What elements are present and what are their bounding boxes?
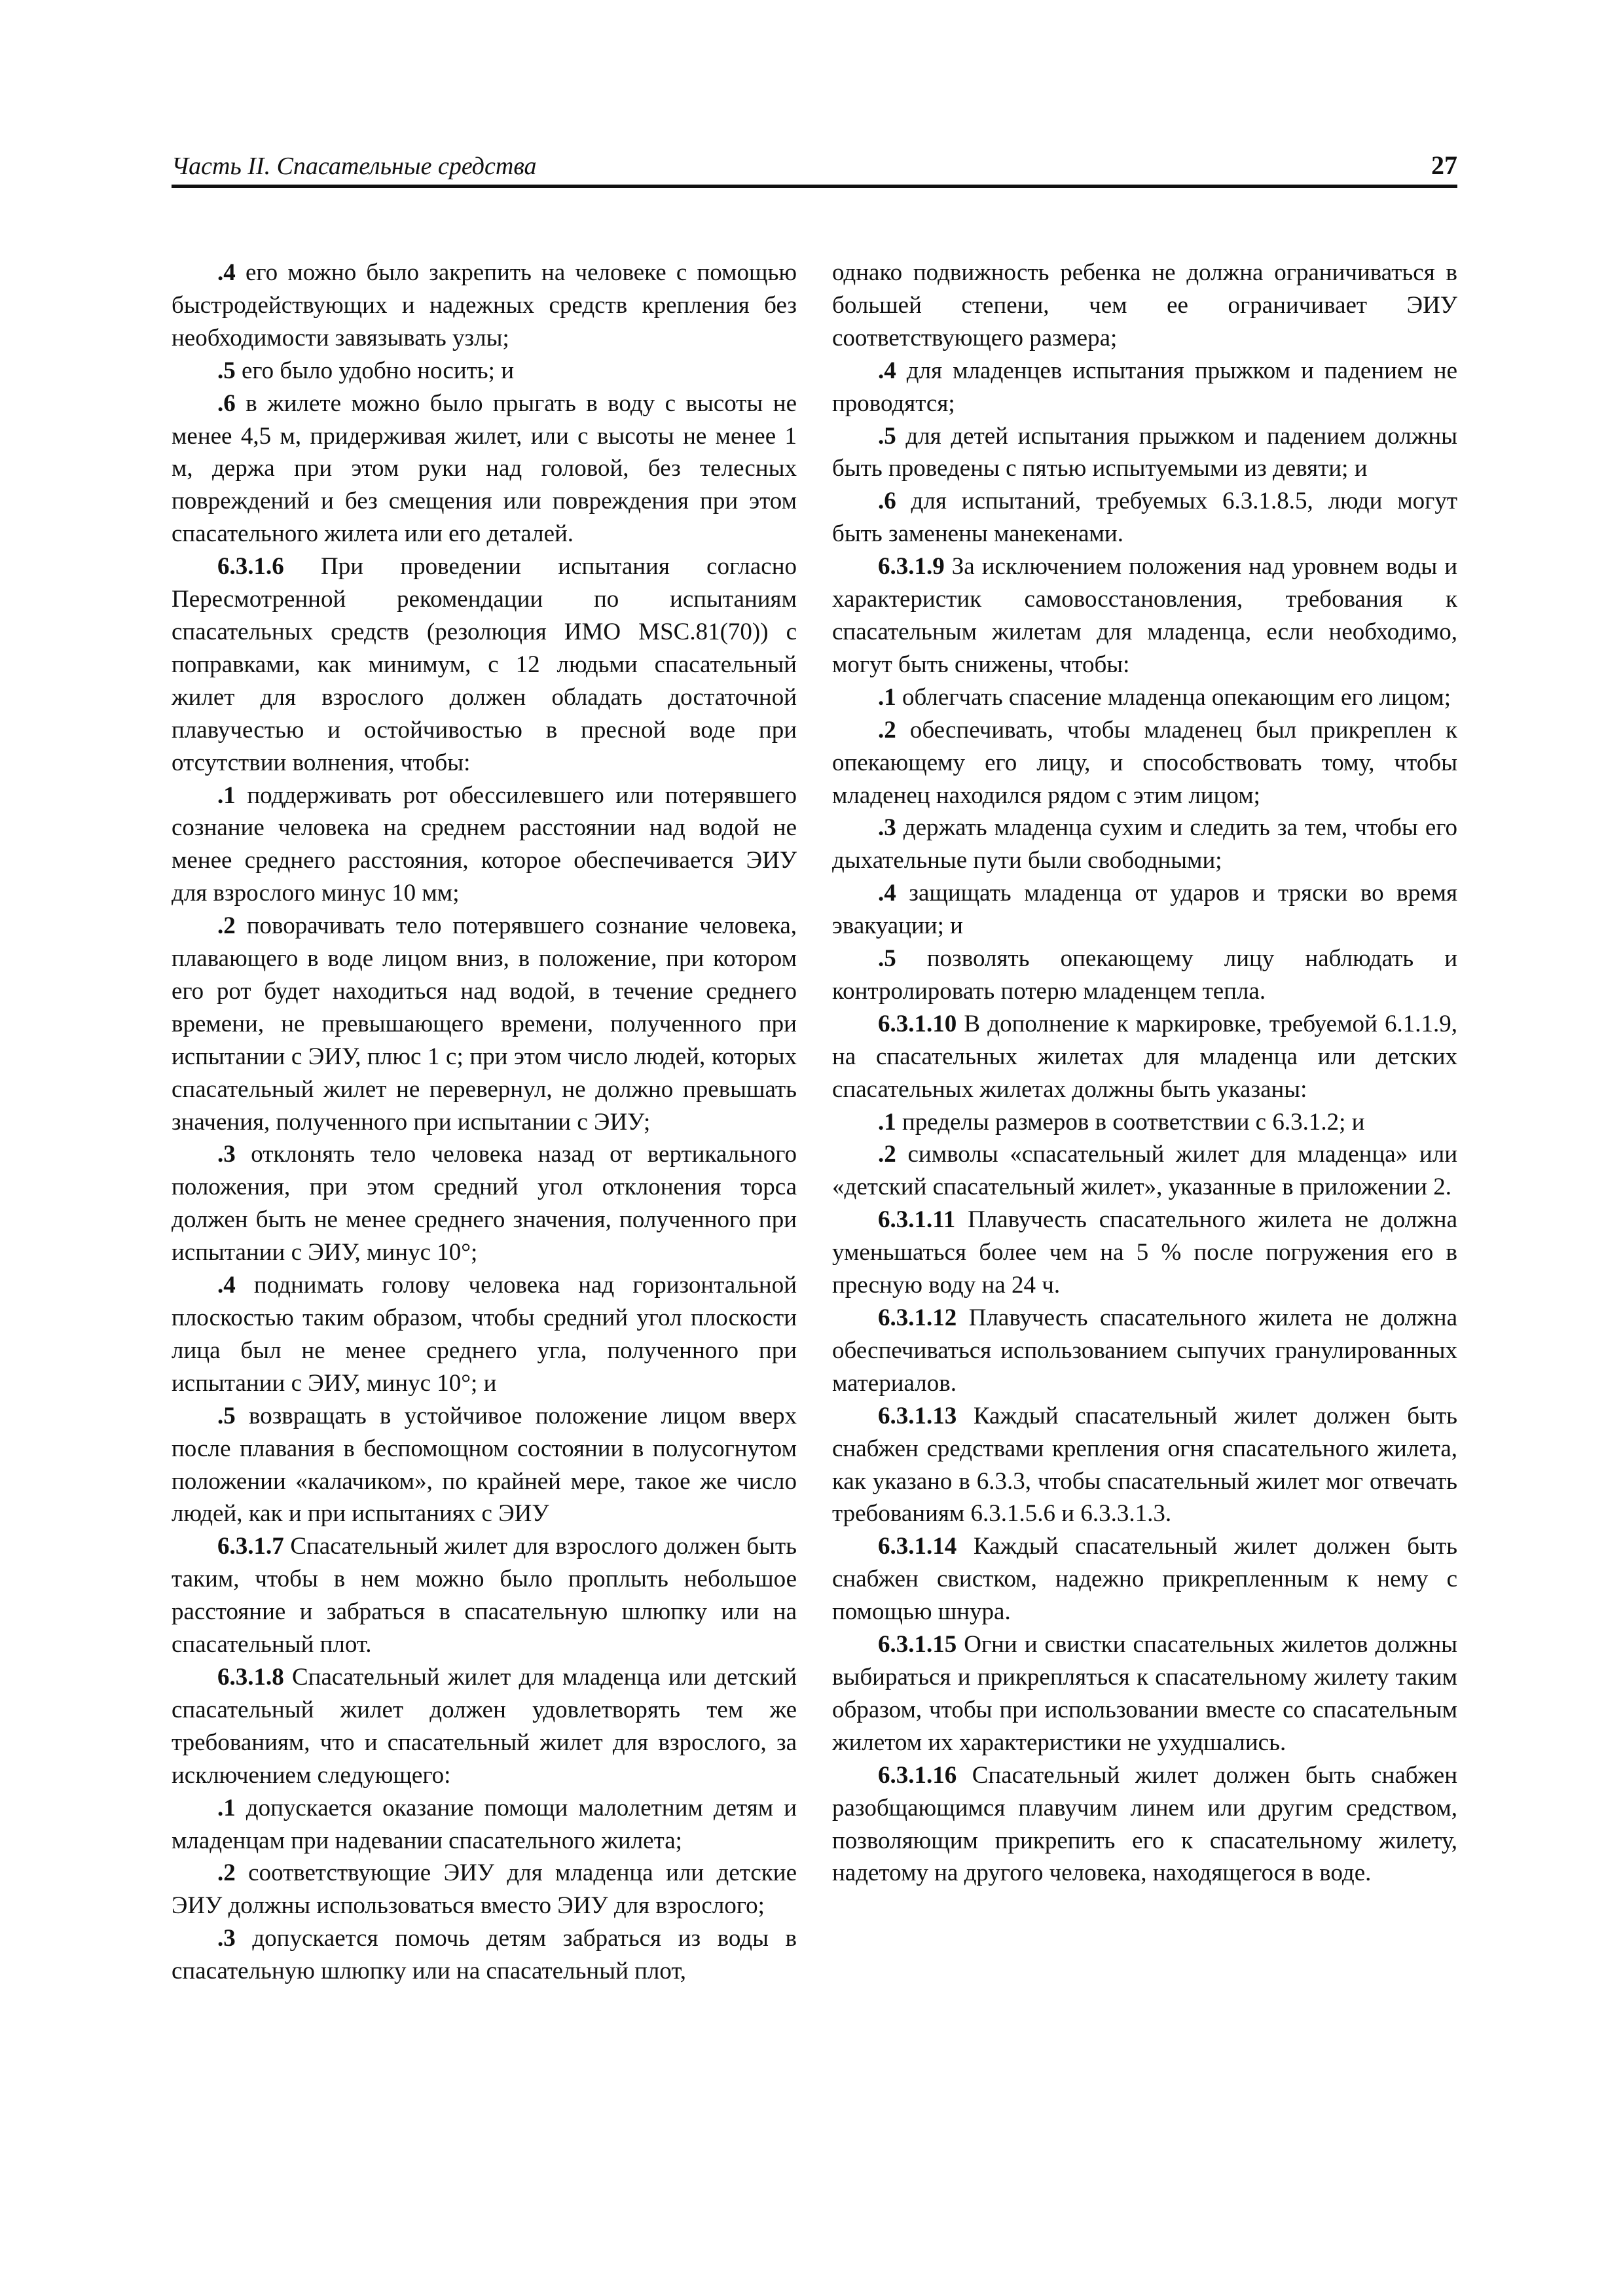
paragraph-number: .1 bbox=[217, 1794, 236, 1821]
page-number: 27 bbox=[1431, 151, 1457, 180]
paragraph-number: 6.3.1.12 bbox=[878, 1304, 957, 1331]
paragraph-number: .4 bbox=[878, 880, 896, 907]
list-item bbox=[832, 877, 1457, 942]
list-item bbox=[172, 910, 797, 1138]
paragraph-number: .1 bbox=[878, 683, 896, 711]
clause-paragraph bbox=[832, 1759, 1457, 1890]
paragraph-number: 6.3.1.10 bbox=[878, 1010, 957, 1037]
clause-paragraph bbox=[832, 1530, 1457, 1628]
paragraph-number: 6.3.1.14 bbox=[878, 1533, 957, 1560]
clause-paragraph bbox=[172, 1530, 797, 1661]
paragraph-text: пределы размеров в соответствии с 6.3.1.2; и bbox=[896, 1108, 1365, 1136]
paragraph-number: .1 bbox=[878, 1108, 896, 1136]
paragraph-number: 6.3.1.9 bbox=[878, 553, 945, 581]
paragraph-number: .5 bbox=[217, 1402, 236, 1429]
paragraph-text: Плавучесть спасательного жилета не должна уменьшаться более чем на 5 % после погружения его в пресную воду на 24 ч. bbox=[832, 1206, 1457, 1299]
list-item bbox=[832, 1106, 1457, 1139]
paragraph-number: .6 bbox=[217, 389, 236, 417]
paragraph-number: .4 bbox=[217, 259, 236, 286]
list-item bbox=[172, 1922, 797, 1988]
paragraph-number: .2 bbox=[217, 1859, 236, 1887]
clause-paragraph bbox=[172, 550, 797, 779]
paragraph-text: Каждый спасательный жилет должен быть снабжен средствами крепления огня спасательного жилета, как указано в 6.3.3, чтобы спасательный жилет мог отвечать требованиям 6.3.1.5.6 и 6.3.3.1.3. bbox=[832, 1402, 1457, 1528]
paragraph-text: для испытаний, требуемых 6.3.1.8.5, люди могут быть заменены манекенами. bbox=[832, 488, 1457, 548]
paragraph-text: для младенцев испытания прыжком и падением не проводятся; bbox=[832, 357, 1457, 417]
paragraph-number: .4 bbox=[217, 1272, 236, 1299]
paragraph-text: При проведении испытания согласно Пересмотренной рекомендации по испытаниям спасательных средств (резолюция ИМО MSC.81(70)) с поправками, как минимум, с 12 людьми спасательный жилет для взрослого должен обладать достаточной плавучестью и остойчивостью в пресной воде при отсутствии волнения, чтобы: bbox=[172, 553, 797, 776]
paragraph-text: соответствующие ЭИУ для младенца или детские ЭИУ должны использоваться вместо ЭИУ для взрослого; bbox=[172, 1859, 797, 1920]
paragraph-number: .5 bbox=[217, 357, 236, 384]
paragraph-text: допускается оказание помощи малолетним детям и младенцам при надевании спасательного жилета; bbox=[172, 1794, 797, 1854]
list-item bbox=[172, 1792, 797, 1857]
paragraph-text: однако подвижность ребенка не должна ограничиваться в большей степени, чем ее ограничивает ЭИУ соответствующего размера; bbox=[832, 259, 1457, 351]
list-item bbox=[172, 355, 797, 387]
paragraph-text: обеспечивать, чтобы младенец был прикреплен к опекающему его лицу, и способствовать тому, чтобы младенец находился рядом с этим лицом; bbox=[832, 716, 1457, 809]
list-item bbox=[832, 485, 1457, 550]
paragraph-number: 6.3.1.13 bbox=[878, 1402, 957, 1429]
header-title: Часть II. Спасательные средства bbox=[172, 152, 537, 180]
paragraph-text: Каждый спасательный жилет должен быть снабжен свистком, надежно прикрепленным к нему с помощью шнура. bbox=[832, 1533, 1457, 1626]
list-item bbox=[172, 387, 797, 551]
paragraph-number: .4 bbox=[878, 357, 896, 384]
list-item bbox=[172, 1138, 797, 1269]
paragraph-text: символы «спасательный жилет для младенца» или «детский спасательный жилет», указанные в приложении 2. bbox=[832, 1141, 1457, 1201]
paragraph-text: защищать младенца от ударов и тряски во время эвакуации; и bbox=[832, 880, 1457, 940]
list-item bbox=[832, 942, 1457, 1008]
paragraph-number: .1 bbox=[217, 781, 236, 809]
paragraph-text: поворачивать тело потерявшего сознание человека, плавающего в воде лицом вниз, в положение, при котором его рот будет находиться над водой, в течение среднего времени, не превышающего времени, полученного при испытании с ЭИУ, плюс 1 с; при этом число людей, которых спасательный жилет не перевернул, не должно превышать значения, полученного при испытании с ЭИУ; bbox=[172, 912, 797, 1136]
paragraph-text: За исключением положения над уровнем воды и характеристик самовосстановления, требования к спасательным жилетам для младенца, если необходимо, могут быть снижены, чтобы: bbox=[832, 553, 1457, 678]
paragraph-number: .2 bbox=[878, 1141, 896, 1168]
paragraph-number: .5 bbox=[878, 945, 896, 973]
paragraph-number: 6.3.1.6 bbox=[217, 553, 284, 581]
paragraph-text: держать младенца сухим и следить за тем, чтобы его дыхательные пути были свободными; bbox=[832, 814, 1457, 874]
paragraph-text: поддерживать рот обессилевшего или потерявшего сознание человека на среднем расстоянии над водой не менее среднего расстояния, которое обеспечивается ЭИУ для взрослого минус 10 мм; bbox=[172, 781, 797, 907]
paragraph-text: Спасательный жилет для младенца или детский спасательный жилет должен удовлетворять тем же требованиям, что и спасательный жилет для взрослого, за исключением следующего: bbox=[172, 1663, 797, 1789]
paragraph-number: .2 bbox=[878, 716, 896, 744]
list-item bbox=[832, 812, 1457, 877]
list-item bbox=[832, 420, 1457, 486]
paragraph-text: в жилете можно было прыгать в воду с высоты не менее 4,5 м, придерживая жилет, или с высоты не менее 1 м, держа при этом руки над головой, без телесных повреждений и без смещения или повреждения при этом спасательного жилета или его деталей. bbox=[172, 389, 797, 548]
paragraph-number: 6.3.1.11 bbox=[878, 1206, 956, 1234]
clause-paragraph bbox=[172, 1661, 797, 1792]
paragraph-continued bbox=[832, 257, 1457, 355]
clause-paragraph bbox=[832, 1400, 1457, 1531]
paragraph-text: его можно было закрепить на человеке с помощью быстродействующих и надежных средств крепления без необходимости завязывать узлы; bbox=[172, 259, 797, 351]
paragraph-text: позволять опекающему лицу наблюдать и контролировать потерю младенцем тепла. bbox=[832, 945, 1457, 1005]
paragraph-text: В дополнение к маркировке, требуемой 6.1.1.9, на спасательных жилетах для младенца или детских спасательных жилетах должны быть указаны: bbox=[832, 1010, 1457, 1103]
paragraph-text: возвращать в устойчивое положение лицом вверх после плавания в беспомощном состоянии в полусогнутом положении «калачиком», по крайней мере, такое же число людей, как и при испытаниях с ЭИУ bbox=[172, 1402, 797, 1528]
paragraph-number: 6.3.1.7 bbox=[217, 1533, 284, 1560]
list-item bbox=[832, 714, 1457, 812]
paragraph-continued bbox=[172, 257, 797, 355]
paragraph-text: допускается помочь детям забраться из воды в спасательную шлюпку или на спасательный плот, bbox=[172, 1925, 797, 1985]
paragraph-number: .3 bbox=[217, 1141, 236, 1168]
paragraph-text: Огни и свистки спасательных жилетов должны выбираться и прикрепляться к спасательному жилету таким образом, чтобы при использовании вместе со спасательным жилетом их характеристики не ухудшались. bbox=[832, 1631, 1457, 1756]
paragraph-number: 6.3.1.8 bbox=[217, 1663, 284, 1691]
clause-paragraph bbox=[832, 1008, 1457, 1106]
paragraph-text: облегчать спасение младенца опекающим его лицом; bbox=[896, 683, 1451, 711]
paragraph-number: .3 bbox=[217, 1925, 236, 1952]
clause-paragraph bbox=[832, 550, 1457, 681]
paragraph-text: его было удобно носить; и bbox=[235, 357, 515, 384]
clause-paragraph bbox=[832, 1628, 1457, 1759]
paragraph-text: отклонять тело человека назад от вертикального положения, при этом средний угол отклонения торса должен быть не менее среднего значения, полученного при испытании с ЭИУ, минус 10°; bbox=[172, 1141, 797, 1266]
paragraph-text: для детей испытания прыжком и падением должны быть проведены с пятью испытуемыми из девяти; и bbox=[832, 422, 1457, 482]
left-column bbox=[172, 257, 797, 1988]
paragraph-number: 6.3.1.15 bbox=[878, 1631, 957, 1659]
paragraph-text: Плавучесть спасательного жилета не должна обеспечиваться использованием сыпучих гранулированных материалов. bbox=[832, 1304, 1457, 1397]
clause-paragraph bbox=[832, 1302, 1457, 1400]
paragraph-text: поднимать голову человека над горизонтальной плоскостью таким образом, чтобы средний угол плоскости лица был не менее среднего угла, полученного при испытании с ЭИУ, минус 10°; и bbox=[172, 1272, 797, 1397]
paragraph-text: Спасательный жилет должен быть снабжен разобщающимся плавучим линем или другим средством, позволяющим прикрепить его к спасательному жилету, надетому на другого человека, находящегося в воде. bbox=[832, 1761, 1457, 1887]
paragraph-number: .3 bbox=[878, 814, 896, 842]
clause-paragraph bbox=[832, 1204, 1457, 1302]
paragraph-number: .6 bbox=[878, 488, 896, 515]
paragraph-number: .5 bbox=[878, 422, 896, 450]
list-item bbox=[832, 355, 1457, 420]
paragraph-number: .2 bbox=[217, 912, 236, 940]
list-item bbox=[172, 1269, 797, 1400]
list-item bbox=[172, 1857, 797, 1922]
running-header bbox=[172, 145, 1457, 188]
list-item bbox=[172, 1400, 797, 1531]
right-column bbox=[832, 257, 1457, 1890]
list-item bbox=[172, 780, 797, 910]
paragraph-number: 6.3.1.16 bbox=[878, 1761, 957, 1789]
list-item bbox=[832, 681, 1457, 714]
paragraph-text: Спасательный жилет для взрослого должен быть таким, чтобы в нем можно было проплыть небольшое расстояние и забраться в спасательную шлюпку или на спасательный плот. bbox=[172, 1533, 797, 1659]
list-item bbox=[832, 1138, 1457, 1204]
